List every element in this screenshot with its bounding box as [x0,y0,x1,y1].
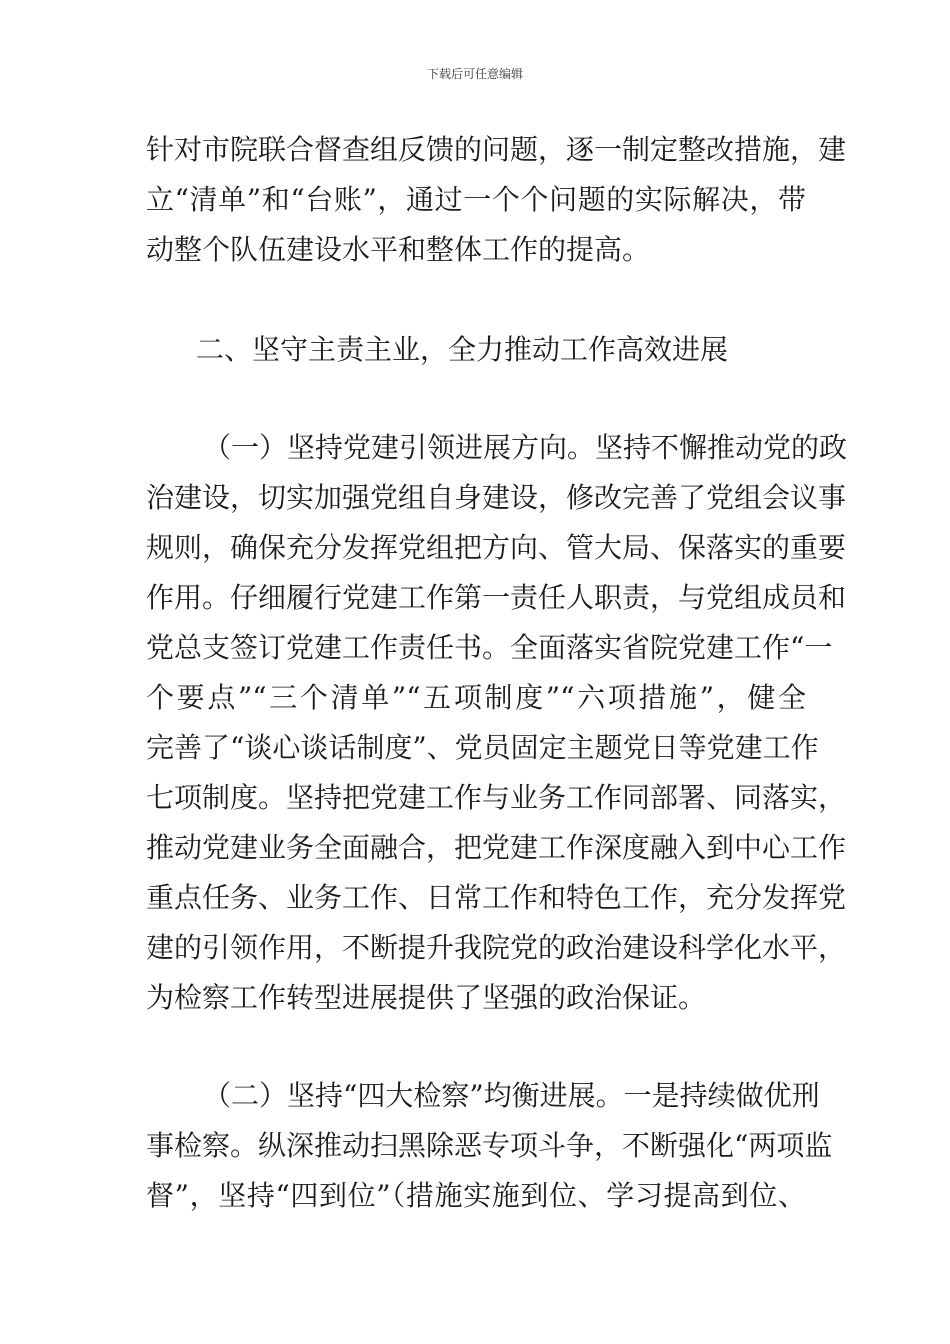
text-line: 立“清单”和“台账”，通过一个个问题的实际解决，带 [146,183,806,216]
text-line: （二）坚持“四大检察”均衡进展。一是持续做优刑 [203,1079,820,1112]
text-line: 建的引领作用，不断提升我院党的政治建设科学化水平， [146,931,847,964]
text-line: 党总支签订党建工作责任书。全面落实省院党建工作“一 [146,631,833,664]
text-line: 规则，确保充分发挥党组把方向、管大局、保落实的重要 [146,531,847,564]
text-line: 七项制度。坚持把党建工作与业务工作同部署、同落实， [146,781,847,814]
page-header: 下载后可任意编辑 [426,67,523,81]
text-line: 治建设，切实加强党组自身建设，修改完善了党组会议事 [146,481,847,514]
text-line: 针对市院联合督查组反馈的问题，逐一制定整改措施，建 [146,133,847,166]
text-line: 重点任务、业务工作、日常工作和特色工作，充分发挥党 [146,881,847,914]
text-line: 动整个队伍建设水平和整体工作的提高。 [146,233,651,266]
text-line: 完善了“谈心谈话制度”、党员固定主题党日等党建工作 [146,731,819,764]
section-heading: 二、坚守主责主业，全力推动工作高效进展 [196,333,729,366]
text-line: 督”，坚持“四到位”（措施实施到位、学习提高到位、 [146,1179,806,1212]
text-line: 为检察工作转型进展提供了坚强的政治保证。 [146,981,707,1014]
text-line: 个要点”“三个清单”“五项制度”“六项措施”，健全 [146,681,806,714]
text-line: 事检察。纵深推动扫黑除恶专项斗争，不断强化“两项监 [146,1129,833,1162]
text-line: 作用。仔细履行党建工作第一责任人职责，与党组成员和 [146,581,847,614]
text-line: （一）坚持党建引领进展方向。坚持不懈推动党的政 [203,431,848,464]
text-line: 推动党建业务全面融合，把党建工作深度融入到中心工作 [146,831,847,864]
